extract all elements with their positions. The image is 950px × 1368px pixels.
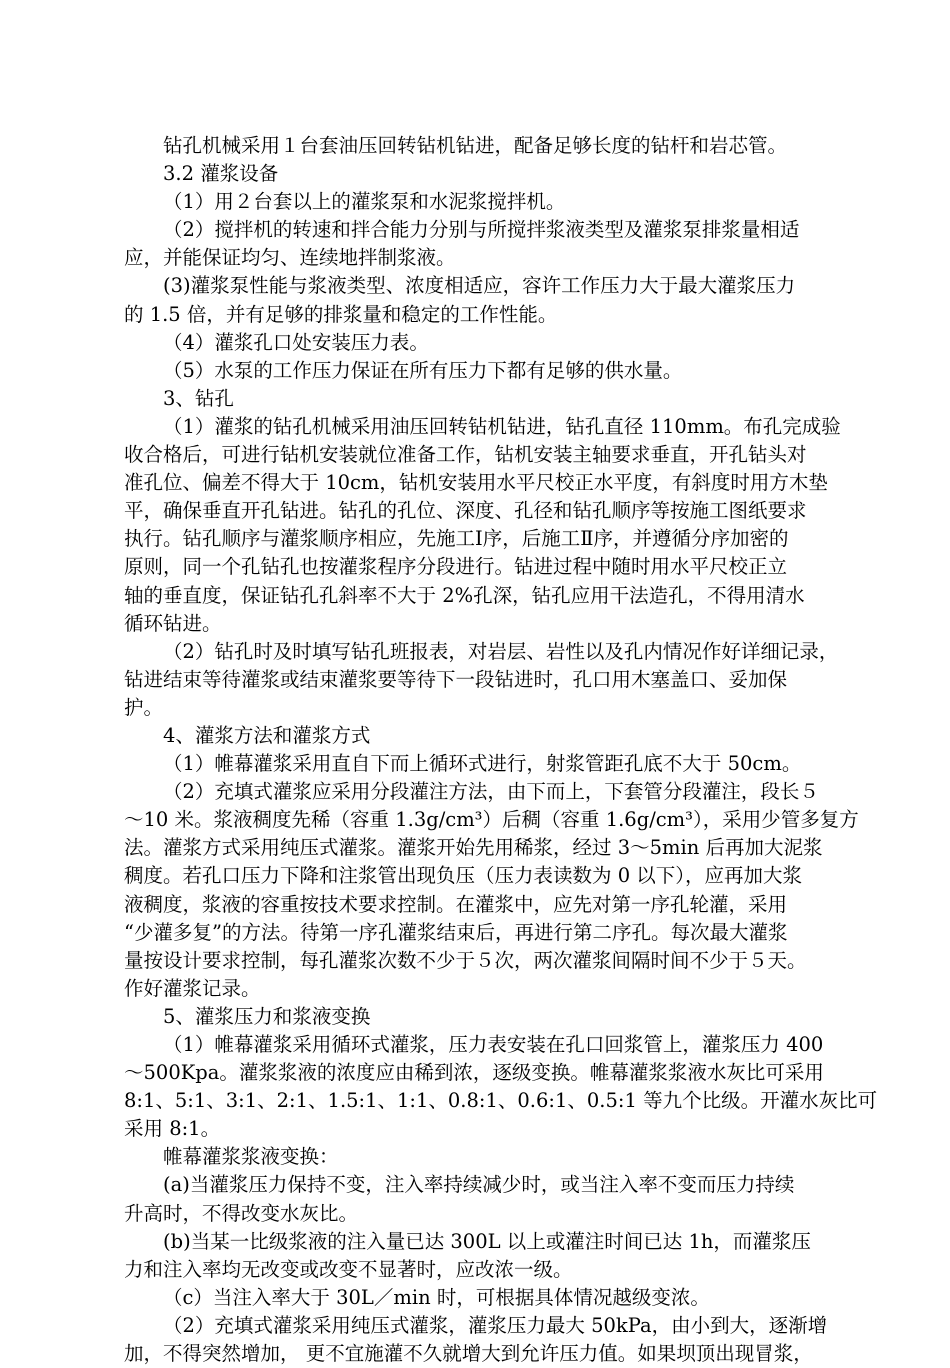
text-line: (a)当灌浆压力保持不变，注入率持续减少时，或当注入率不变而压力持续 [163, 1173, 795, 1197]
text-line: 稠度。若孔口压力下降和注浆管出现负压（压力表读数为 0 以下），应再加大浆 [124, 864, 803, 888]
text-line: 力和注入率均无改变或改变不显著时，应改浓一级。 [124, 1257, 573, 1281]
text-line: （2）钻孔时及时填写钻孔班报表，对岩层、岩性以及孔内情况作好详细记录， [163, 639, 839, 663]
paragraph-p12 [124, 750, 894, 778]
text-line: 收合格后，可进行钻机安装就位准备工作，钻机安装主轴要求垂直，开孔钻头对 [124, 443, 807, 467]
text-line: 钻孔机械采用１台套油压回转钻机钻进，配备足够长度的钻杆和岩芯管。 [163, 134, 788, 157]
paragraph-p15 [124, 1031, 894, 1143]
paragraph-p4 [124, 216, 894, 272]
text-line: （1）用２台套以上的灌浆泵和水泥浆搅拌机。 [163, 190, 566, 214]
paragraph-p1 [124, 132, 894, 160]
text-line: 原则，同一个孔钻孔也按灌浆程序分段进行。钻进过程中随时用水平尺校正立 [124, 555, 788, 579]
text-line: （1）帷幕灌浆采用直自下而上循环式进行，射浆管距孔底不大于 50cm。 [163, 752, 802, 776]
text-line: 液稠度，浆液的容重按技术要求控制。在灌浆中，应先对第一序孔轮灌，采用 [124, 892, 788, 916]
text-line: 应，并能保证均匀、连续地拌制浆液。 [124, 246, 456, 270]
text-line: 采用 8:1。 [124, 1117, 221, 1141]
text-line: 平，确保垂直开孔钻进。钻孔的孔位、深度、孔径和钻孔顺序等按施工图纸要求 [124, 499, 807, 523]
text-line: 执行。钻孔顺序与灌浆顺序相应，先施工Ⅰ序，后施工Ⅱ序，并遵循分序加密的 [124, 527, 789, 551]
text-line: 钻进结束等待灌浆或结束灌浆要等待下一段钻进时，孔口用木塞盖口、妥加保 [124, 667, 788, 691]
paragraph-p5 [124, 272, 894, 328]
text-line: 的 1.5 倍，并有足够的排浆量和稳定的工作性能。 [124, 302, 558, 326]
document-page [124, 132, 894, 1368]
text-line: 5、灌浆压力和浆液变换 [163, 1004, 371, 1028]
text-line: （4）灌浆孔口处安装压力表。 [163, 330, 429, 354]
text-line: 护。 [124, 695, 164, 719]
paragraph-p19 [124, 1284, 894, 1312]
text-line: 量按设计要求控制，每孔灌浆次数不少于５次，两次灌浆间隔时间不少于５天。 [124, 948, 807, 972]
text-line: 加，不得突然增加， 更不宜施灌不久就增大到允许压力值。如果坝顶出现冒浆， [124, 1342, 813, 1366]
paragraph-p16 [124, 1143, 894, 1171]
text-line: 3、钻孔 [163, 386, 234, 410]
text-line: 3.2 灌浆设备 [163, 162, 279, 186]
text-line: 轴的垂直度，保证钻孔孔斜率不大于 2%孔深，钻孔应用干法造孔，不得用清水 [124, 583, 805, 607]
paragraph-p13 [124, 778, 894, 1003]
text-line: （5）水泵的工作压力保证在所有压力下都有足够的供水量。 [163, 358, 683, 382]
paragraph-p7 [124, 357, 894, 385]
paragraph-p14 [124, 1003, 894, 1031]
text-line: 帷幕灌浆浆液变换： [163, 1145, 339, 1169]
paragraph-p10 [124, 638, 894, 722]
paragraph-p3 [124, 188, 894, 216]
text-line: 4、灌浆方法和灌浆方式 [163, 723, 371, 747]
paragraph-p17 [124, 1171, 894, 1227]
text-line: “少灌多复”的方法。待第一序孔灌浆结束后，再进行第二序孔。每次最大灌浆 [124, 920, 788, 944]
text-line: 8:1、5:1、3:1、2:1、1.5:1、1:1、0.8:1、0.6:1、0.5:1 等九个比级。开灌水灰比可 [124, 1089, 878, 1113]
text-line: （2）充填式灌浆应采用分段灌注方法，由下而上，下套管分段灌注，段长５ [163, 780, 819, 804]
text-line: (3)灌浆泵性能与浆液类型、浓度相适应，容许工作压力大于最大灌浆压力 [163, 274, 796, 298]
text-line: （2）充填式灌浆采用纯压式灌浆，灌浆压力最大 50kPa，由小到大，逐渐增 [163, 1313, 828, 1337]
paragraph-p11 [124, 722, 894, 750]
paragraph-p6 [124, 329, 894, 357]
text-line: ～500Kpa。灌浆浆液的浓度应由稀到浓，逐级变换。帷幕灌浆浆液水灰比可采用 [124, 1061, 824, 1085]
text-line: （c）当注入率大于 30L／min 时，可根据具体情况越级变浓。 [163, 1285, 710, 1309]
paragraph-p9 [124, 413, 894, 638]
paragraph-p18 [124, 1228, 894, 1284]
text-line: ～10 米。浆液稠度先稀（容重 1.3g/cm³）后稠（容重 1.6g/cm³），采用少管多复方 [124, 808, 859, 832]
paragraph-p2 [124, 160, 894, 188]
text-line: 升高时，不得改变水灰比。 [124, 1201, 359, 1225]
paragraph-p8 [124, 385, 894, 413]
text-line: （2）搅拌机的转速和拌合能力分别与所搅拌浆液类型及灌浆泵排浆量相适 [163, 218, 800, 242]
text-line: （1）帷幕灌浆采用循环式灌浆，压力表安装在孔口回浆管上，灌浆压力 400 [163, 1033, 824, 1056]
text-line: （1）灌浆的钻孔机械采用油压回转钻机钻进，钻孔直径 110mm。布孔完成验 [163, 414, 841, 438]
text-line: (b)当某一比级浆液的注入量已达 300L 以上或灌注时间已达 1h，而灌浆压 [163, 1229, 811, 1253]
text-line: 准孔位、偏差不得大于 10cm，钻机安装用水平尺校正水平度，有斜度时用方木垫 [124, 471, 828, 495]
text-line: 循环钻进。 [124, 611, 222, 635]
paragraph-p20 [124, 1312, 894, 1368]
text-line: 法。灌浆方式采用纯压式灌浆。灌浆开始先用稀浆，经过 3～5min 后再加大泥浆 [124, 836, 823, 860]
text-line: 作好灌浆记录。 [124, 976, 261, 1000]
